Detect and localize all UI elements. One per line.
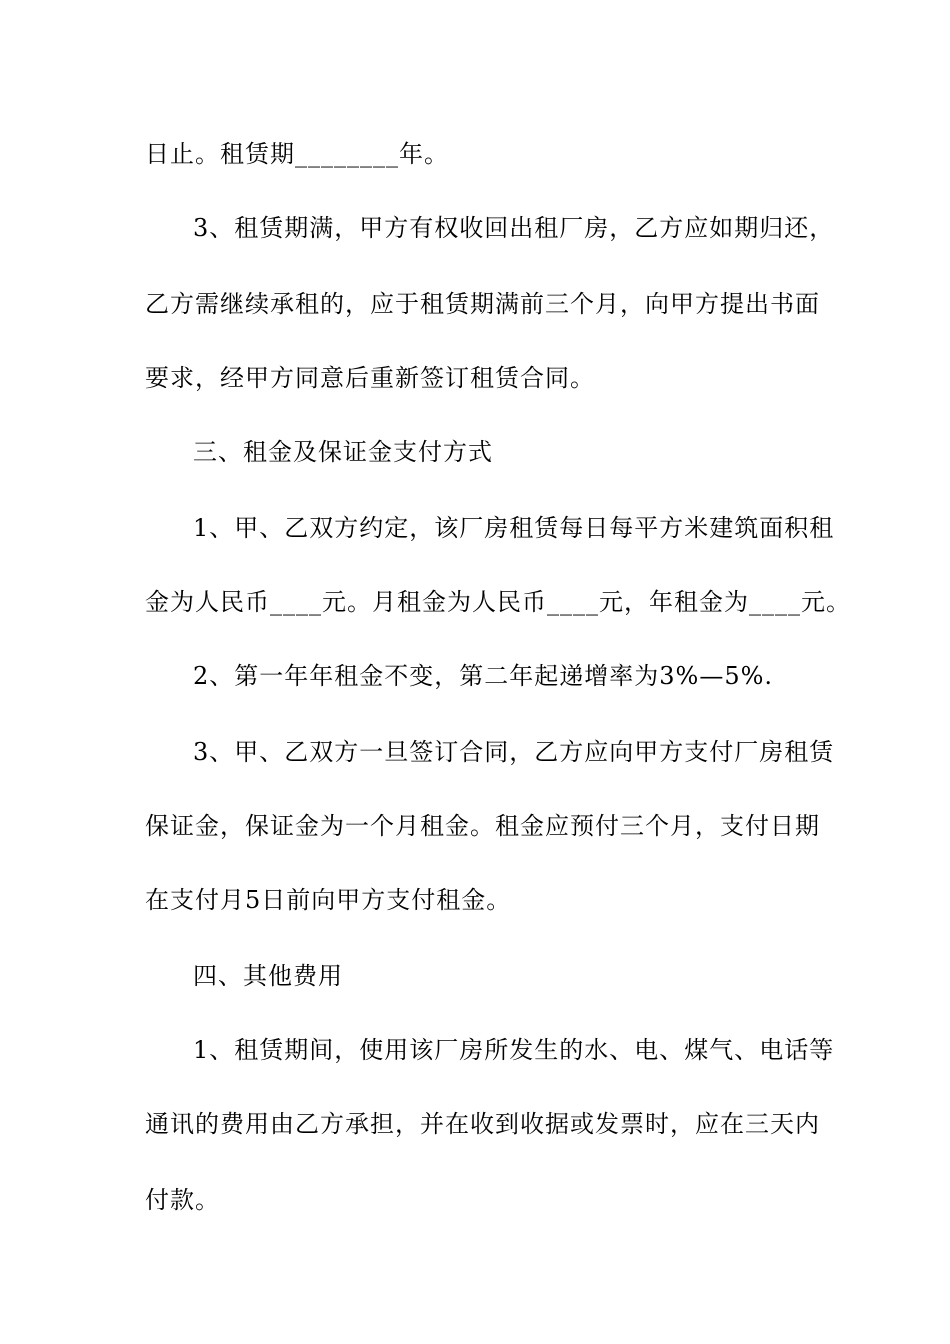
text-line: 付款。 [145, 1186, 220, 1214]
text-line: 通讯的费用由乙方承担，并在收到收据或发票时，应在三天内 [145, 1110, 820, 1138]
text-line: 要求，经甲方同意后重新签订租赁合同。 [145, 364, 595, 392]
text-line: 3、租赁期满，甲方有权收回出租厂房，乙方应如期归还， [193, 214, 835, 242]
text-line: 保证金，保证金为一个月租金。租金应预付三个月，支付日期 [145, 812, 820, 840]
section-heading: 三、租金及保证金支付方式 [193, 438, 493, 466]
text-line: 金为人民币____元。月租金为人民币____元，年租金为____元。 [145, 588, 851, 616]
text-line: 日止。租赁期________年。 [145, 140, 449, 168]
text-line: 3、甲、乙双方一旦签订合同，乙方应向甲方支付厂房租赁 [193, 738, 835, 766]
section-heading: 四、其他费用 [193, 962, 343, 990]
text-line: 乙方需继续承租的，应于租赁期满前三个月，向甲方提出书面 [145, 290, 820, 318]
text-line: 1、甲、乙双方约定，该厂房租赁每日每平方米建筑面积租 [193, 514, 835, 542]
text-line: 在支付月5日前向甲方支付租金。 [145, 886, 512, 914]
text-line: 1、租赁期间，使用该厂房所发生的水、电、煤气、电话等 [193, 1036, 835, 1064]
text-line: 2、第一年年租金不变，第二年起递增率为3%—5%. [193, 662, 774, 690]
